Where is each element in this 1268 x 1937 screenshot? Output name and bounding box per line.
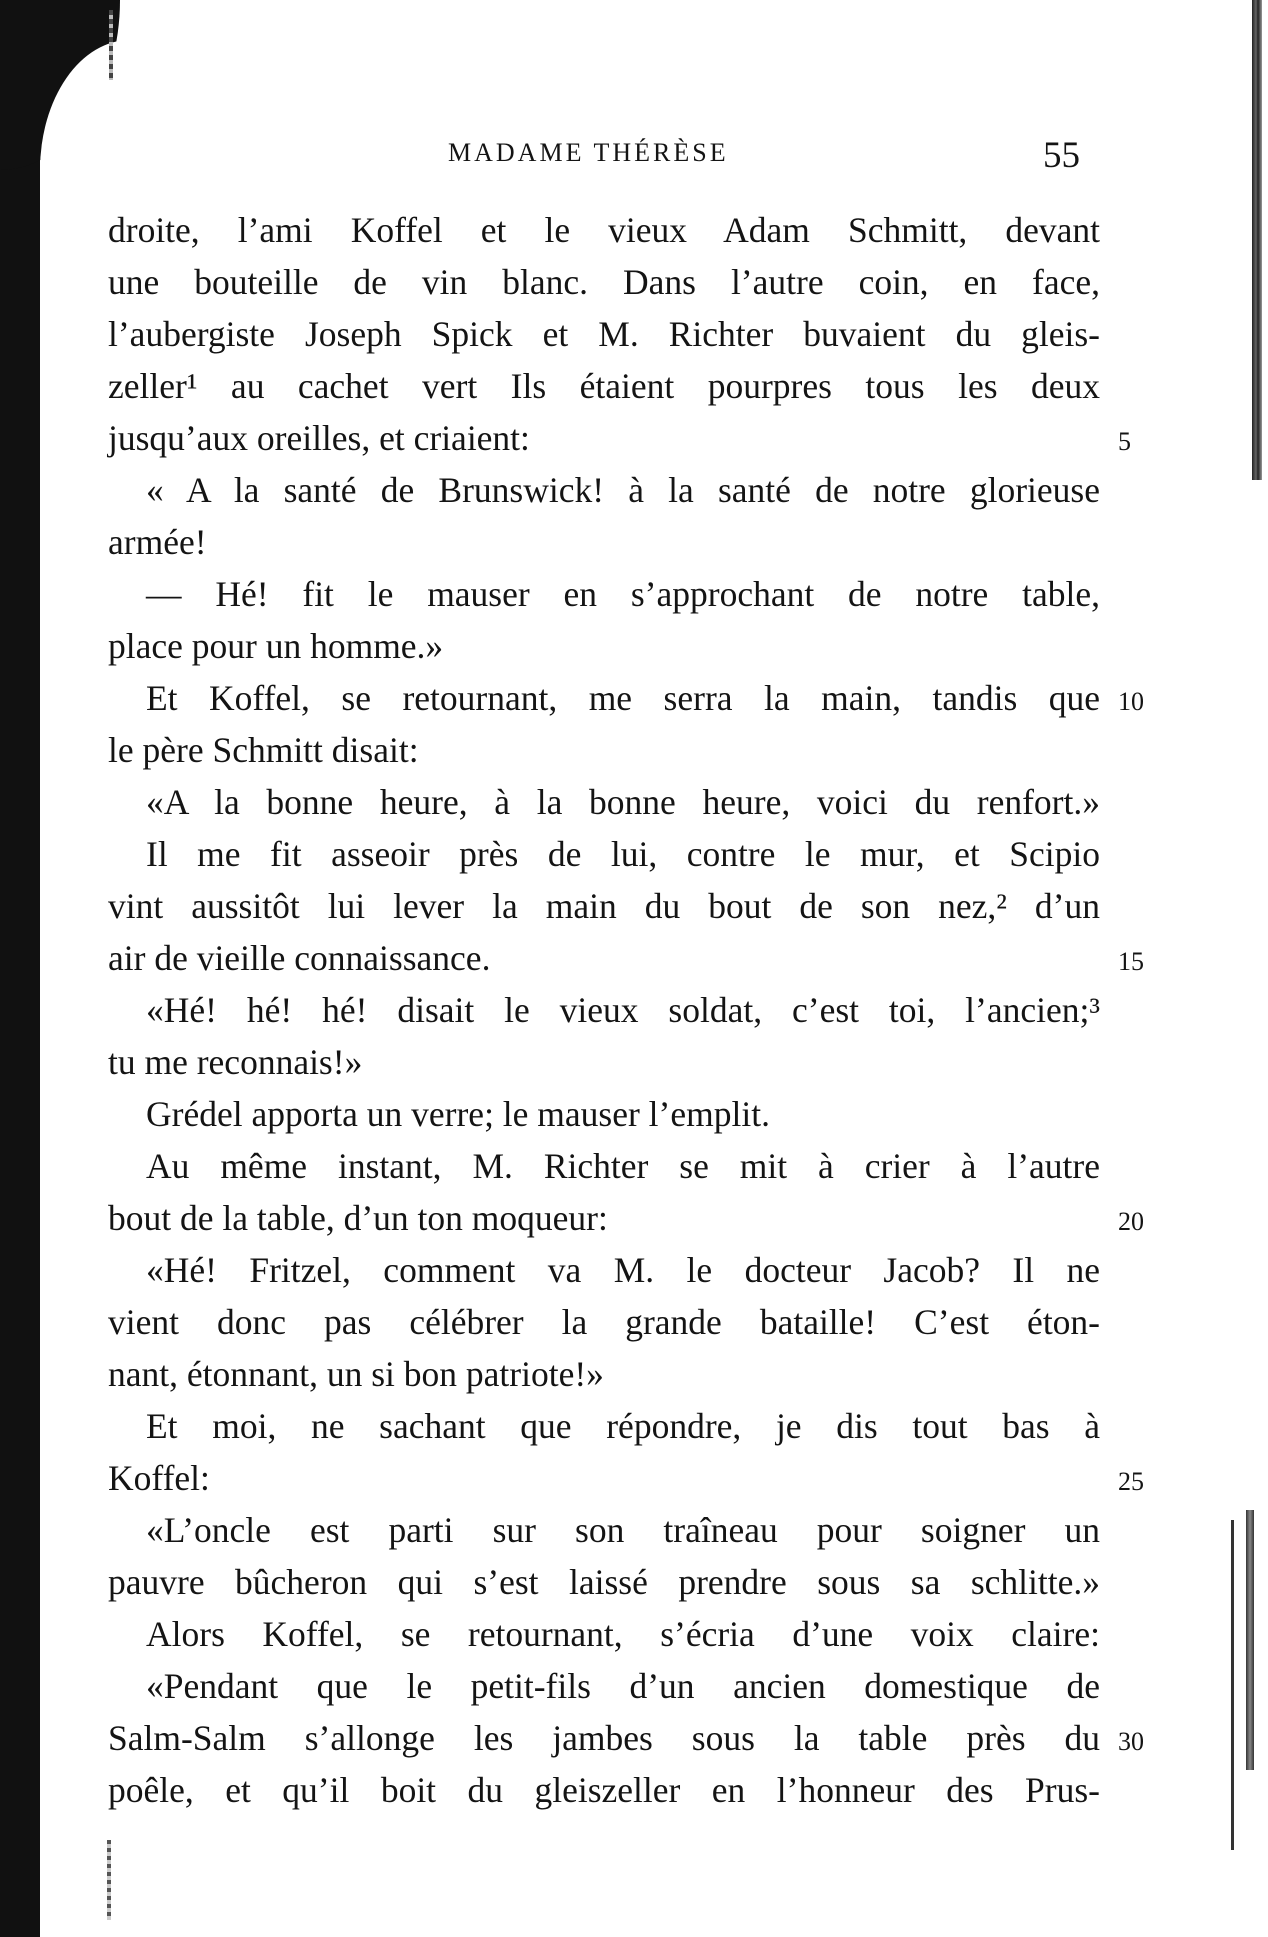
page-number: 55 xyxy=(1043,135,1080,176)
text-line: «L’oncle est parti sur son traîneau pour soigner un xyxy=(146,1510,1100,1550)
text-line: — Hé! fit le mauser en s’approchant de notre table, xyxy=(146,574,1100,614)
text-line: Au même instant, M. Richter se mit à crier à l’autre xyxy=(146,1146,1100,1186)
body-text xyxy=(108,204,1100,1816)
text-line: Il me fit asseoir près de lui, contre le mur, et Scipio xyxy=(146,834,1100,874)
running-title: MADAME THÉRÈSE xyxy=(448,138,729,167)
text-line: Alors Koffel, se retournant, s’écria d’une voix claire: xyxy=(146,1614,1100,1654)
text-line: pauvre bûcheron qui s’est laissé prendre sous sa schlitte.» xyxy=(108,1562,1100,1602)
text-line: «A la bonne heure, à la bonne heure, voici du renfort.» xyxy=(146,782,1100,822)
text-line: « A la santé de Brunswick! à la santé de notre glorieuse xyxy=(146,470,1100,510)
text-line: vint aussitôt lui lever la main du bout de son nez,² d’un xyxy=(108,886,1100,926)
margin-line-number: 10 xyxy=(1118,687,1144,716)
text-line: «Hé! Fritzel, comment va M. le docteur Jacob? Il ne xyxy=(146,1250,1100,1290)
text-line: le père Schmitt disait: xyxy=(108,730,419,770)
text-line: droite, l’ami Koffel et le vieux Adam Schmitt, devant xyxy=(108,210,1100,250)
scan-edge-right-line xyxy=(1231,1520,1234,1850)
text-line: Salm-Salm s’allonge les jambes sous la table près du xyxy=(108,1718,1100,1758)
scan-edge-right-lower xyxy=(1246,1510,1254,1770)
text-line: l’aubergiste Joseph Spick et M. Richter buvaient du gleis- xyxy=(108,314,1100,354)
text-line: «Pendant que le petit-fils d’un ancien domestique de xyxy=(146,1666,1100,1706)
text-line: nant, étonnant, un si bon patriote!» xyxy=(108,1354,604,1394)
margin-line-number: 30 xyxy=(1118,1727,1144,1756)
text-line: armée! xyxy=(108,522,207,562)
text-line: vient donc pas célébrer la grande bataille! C’est éton- xyxy=(108,1302,1100,1342)
text-line: tu me reconnais!» xyxy=(108,1042,363,1082)
text-line: Et moi, ne sachant que répondre, je dis tout bas à xyxy=(146,1406,1100,1446)
text-line: jusqu’aux oreilles, et criaient: xyxy=(108,418,530,458)
text-line: place pour un homme.» xyxy=(108,626,444,666)
text-line: Et Koffel, se retournant, me serra la main, tandis que xyxy=(146,678,1100,718)
margin-line-number: 5 xyxy=(1118,427,1131,456)
text-line: bout de la table, d’un ton moqueur: xyxy=(108,1198,608,1238)
text-line: air de vieille connaissance. xyxy=(108,938,491,978)
scan-mark-top xyxy=(109,10,113,80)
scan-edge-right xyxy=(1252,0,1262,480)
text-line: Koffel: xyxy=(108,1458,210,1498)
margin-line-number: 20 xyxy=(1118,1207,1144,1236)
text-line: «Hé! hé! hé! disait le vieux soldat, c’est toi, l’ancien;³ xyxy=(146,990,1100,1030)
text-line: zeller¹ au cachet vert Ils étaient pourpres tous les deux xyxy=(108,366,1100,406)
scan-edge-left xyxy=(0,0,40,1937)
text-line: poêle, et qu’il boit du gleiszeller en l’honneur des Prus- xyxy=(108,1770,1100,1810)
text-line: Grédel apporta un verre; le mauser l’emplit. xyxy=(146,1094,770,1134)
margin-line-number: 15 xyxy=(1118,947,1144,976)
margin-line-number: 25 xyxy=(1118,1467,1144,1496)
scan-mark-bottom xyxy=(107,1840,111,1920)
text-line: une bouteille de vin blanc. Dans l’autre coin, en face, xyxy=(108,262,1100,302)
